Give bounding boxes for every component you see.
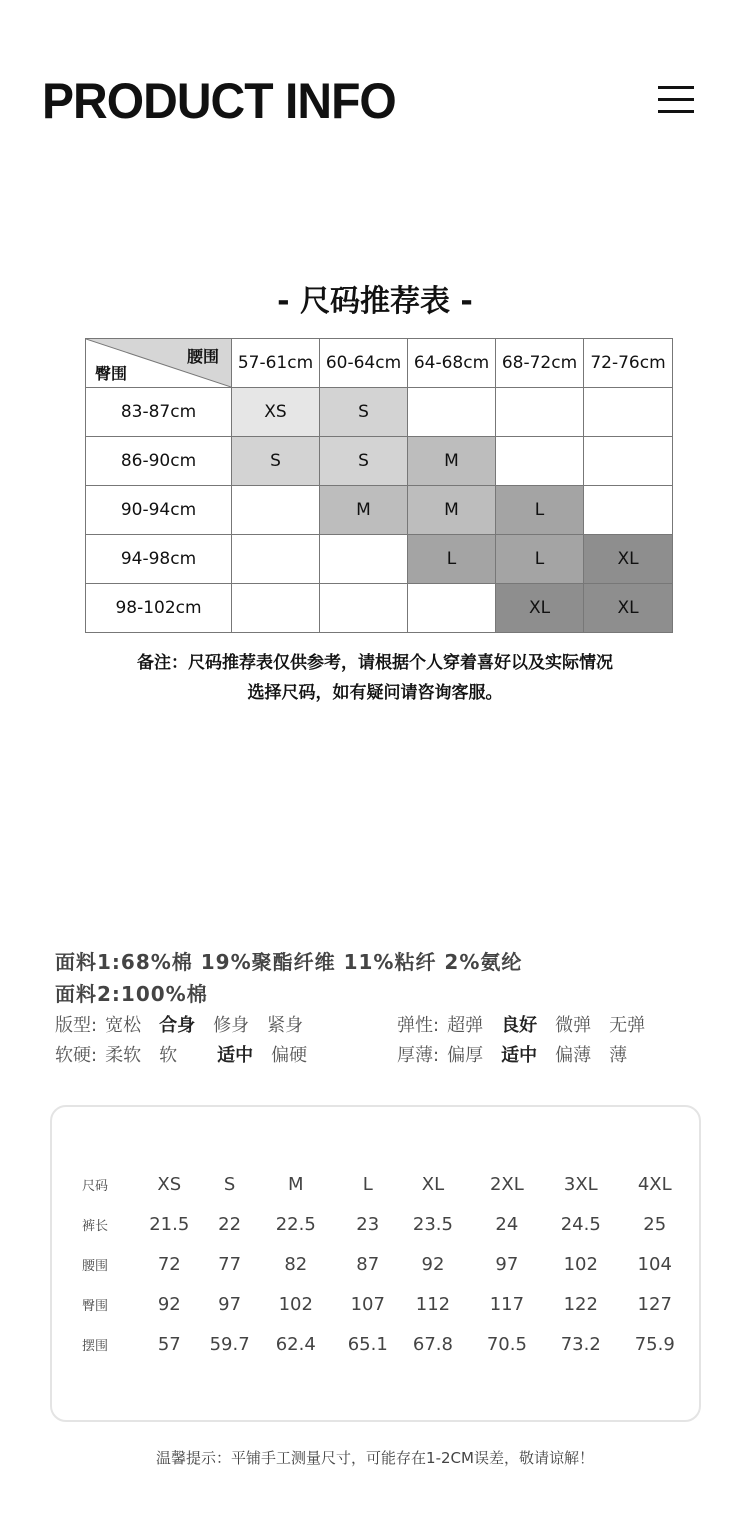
size-cell: L — [408, 535, 496, 584]
size-cell: M — [320, 486, 408, 535]
property-label: 版型: — [55, 1015, 98, 1036]
size-column-header: 3XL — [563, 1173, 598, 1195]
table-row — [82, 1284, 699, 1324]
size-cell: L — [496, 486, 584, 535]
size-recommendation-table — [85, 338, 673, 633]
table-cell: 22.5 — [275, 1213, 316, 1235]
size-cell: XL — [584, 535, 673, 584]
row-label: 腰围 — [82, 1258, 109, 1274]
property-option: 柔软 — [105, 1045, 142, 1066]
size-cell: XL — [496, 584, 584, 633]
size-cell — [320, 584, 408, 633]
table-cell: 21.5 — [149, 1213, 190, 1235]
size-cell — [232, 584, 320, 633]
size-cell: S — [320, 437, 408, 486]
property-row — [55, 1041, 739, 1071]
size-cell — [232, 486, 320, 535]
property-label: 软硬: — [55, 1045, 98, 1066]
fabric-line-1: 面料1:68%棉 19%聚酯纤维 11%粘纤 2%氨纶 — [55, 950, 523, 974]
size-cell — [408, 388, 496, 437]
size-cell — [584, 388, 673, 437]
property-fit — [55, 1011, 397, 1041]
property-option-selected: 良好 — [501, 1015, 538, 1036]
size-cell — [320, 535, 408, 584]
size-cell — [496, 437, 584, 486]
table-cell: 62.4 — [275, 1333, 316, 1355]
size-header-row — [82, 1164, 699, 1204]
column-header: 64-68cm — [408, 339, 496, 388]
fabric-line-2: 面料2:100%棉 — [55, 982, 208, 1006]
size-chart-card — [50, 1105, 701, 1422]
row-label: 摆围 — [82, 1338, 109, 1354]
table-row — [86, 535, 673, 584]
property-elasticity — [397, 1011, 739, 1041]
table-row — [82, 1244, 699, 1284]
table-cell: 82 — [284, 1253, 308, 1275]
table-cell: 107 — [350, 1293, 385, 1315]
column-header: 68-72cm — [496, 339, 584, 388]
property-thickness — [397, 1041, 739, 1071]
table-cell: 87 — [356, 1253, 380, 1275]
product-properties — [55, 1011, 739, 1071]
table-cell: 70.5 — [486, 1333, 527, 1355]
size-column-header: L — [362, 1173, 373, 1195]
property-row — [55, 1011, 739, 1041]
table-cell: 57 — [157, 1333, 181, 1355]
property-option: 软 — [159, 1045, 178, 1066]
size-column-header: 4XL — [637, 1173, 672, 1195]
size-header-label: 尺码 — [82, 1178, 109, 1194]
corner-waist-label: 腰围 — [186, 347, 219, 366]
property-option: 薄 — [609, 1045, 628, 1066]
property-label: 弹性: — [397, 1015, 440, 1036]
table-cell: 102 — [278, 1293, 313, 1315]
property-option-selected: 适中 — [217, 1045, 254, 1066]
table-cell: 73.2 — [560, 1333, 601, 1355]
size-cell: L — [496, 535, 584, 584]
property-softness — [55, 1041, 397, 1071]
table-row — [86, 486, 673, 535]
property-option: 修身 — [213, 1015, 250, 1036]
table-cell: 59.7 — [209, 1333, 250, 1355]
table-cell: 112 — [415, 1293, 451, 1315]
size-cell: S — [320, 388, 408, 437]
size-cell: S — [232, 437, 320, 486]
table-cell: 67.8 — [412, 1333, 453, 1355]
note-line: 选择尺码，如有疑问请咨询客服。 — [247, 683, 503, 703]
row-header: 86-90cm — [86, 437, 232, 486]
recommendation-note — [0, 648, 750, 708]
size-cell — [584, 437, 673, 486]
table-row — [86, 437, 673, 486]
table-cell: 104 — [637, 1253, 672, 1275]
table-corner-cell — [86, 339, 232, 388]
table-cell: 92 — [421, 1253, 445, 1275]
table-cell: 75.9 — [634, 1333, 675, 1355]
row-header: 90-94cm — [86, 486, 232, 535]
table-cell: 77 — [218, 1253, 242, 1275]
property-option: 偏硬 — [271, 1045, 308, 1066]
property-option-selected: 适中 — [501, 1045, 538, 1066]
row-header: 83-87cm — [86, 388, 232, 437]
table-cell: 127 — [637, 1293, 672, 1315]
property-option-selected: 合身 — [159, 1015, 196, 1036]
table-cell: 22 — [218, 1213, 242, 1235]
row-header: 98-102cm — [86, 584, 232, 633]
table-header-row — [86, 339, 673, 388]
table-cell: 25 — [643, 1213, 667, 1235]
size-cell: XS — [232, 388, 320, 437]
size-cell: M — [408, 437, 496, 486]
page-title: PRODUCT INFO — [42, 73, 396, 129]
table-cell: 24 — [495, 1213, 519, 1235]
property-option: 微弹 — [555, 1015, 592, 1036]
size-cell: M — [408, 486, 496, 535]
size-cell — [496, 388, 584, 437]
size-recommendation-title: - 尺码推荐表 - — [277, 284, 473, 319]
size-column-header: XL — [421, 1173, 445, 1195]
property-option: 宽松 — [105, 1015, 142, 1036]
table-cell: 24.5 — [560, 1213, 601, 1235]
column-header: 57-61cm — [232, 339, 320, 388]
table-cell: 23 — [356, 1213, 380, 1235]
size-cell — [584, 486, 673, 535]
size-cell — [408, 584, 496, 633]
size-column-header: 2XL — [489, 1173, 524, 1195]
table-cell: 117 — [489, 1293, 525, 1315]
table-cell: 97 — [495, 1253, 519, 1275]
property-option: 偏厚 — [447, 1045, 484, 1066]
table-cell: 72 — [157, 1253, 181, 1275]
note-line: 备注：尺码推荐表仅供参考，请根据个人穿着喜好以及实际情况 — [137, 653, 613, 673]
size-cell — [232, 535, 320, 584]
hamburger-menu-icon[interactable] — [658, 86, 694, 114]
corner-hip-label: 臀围 — [95, 364, 128, 383]
table-cell: 23.5 — [412, 1213, 453, 1235]
table-cell: 65.1 — [347, 1333, 388, 1355]
size-column-header: XS — [157, 1173, 182, 1195]
column-header: 72-76cm — [584, 339, 673, 388]
property-option: 无弹 — [609, 1015, 646, 1036]
row-label: 裤长 — [82, 1218, 109, 1234]
table-row — [86, 584, 673, 633]
measurement-tip: 温馨提示：平铺手工测量尺寸，可能存在1-2CM误差，敬请谅解！ — [156, 1449, 594, 1467]
fabric-info — [55, 946, 522, 1010]
property-label: 厚薄: — [397, 1045, 440, 1066]
table-row — [82, 1204, 699, 1244]
table-cell: 97 — [218, 1293, 242, 1315]
table-cell: 102 — [563, 1253, 598, 1275]
size-chart-table — [82, 1164, 699, 1364]
property-option: 偏薄 — [555, 1045, 592, 1066]
size-column-header: S — [223, 1173, 236, 1195]
size-cell: XL — [584, 584, 673, 633]
column-header: 60-64cm — [320, 339, 408, 388]
row-header: 94-98cm — [86, 535, 232, 584]
size-column-header: M — [288, 1173, 304, 1195]
table-cell: 122 — [563, 1293, 598, 1315]
table-cell: 92 — [157, 1293, 181, 1315]
table-row — [86, 388, 673, 437]
property-option: 超弹 — [447, 1015, 484, 1036]
row-label: 臀围 — [82, 1298, 109, 1314]
table-row — [82, 1324, 699, 1364]
property-option: 紧身 — [267, 1015, 304, 1036]
